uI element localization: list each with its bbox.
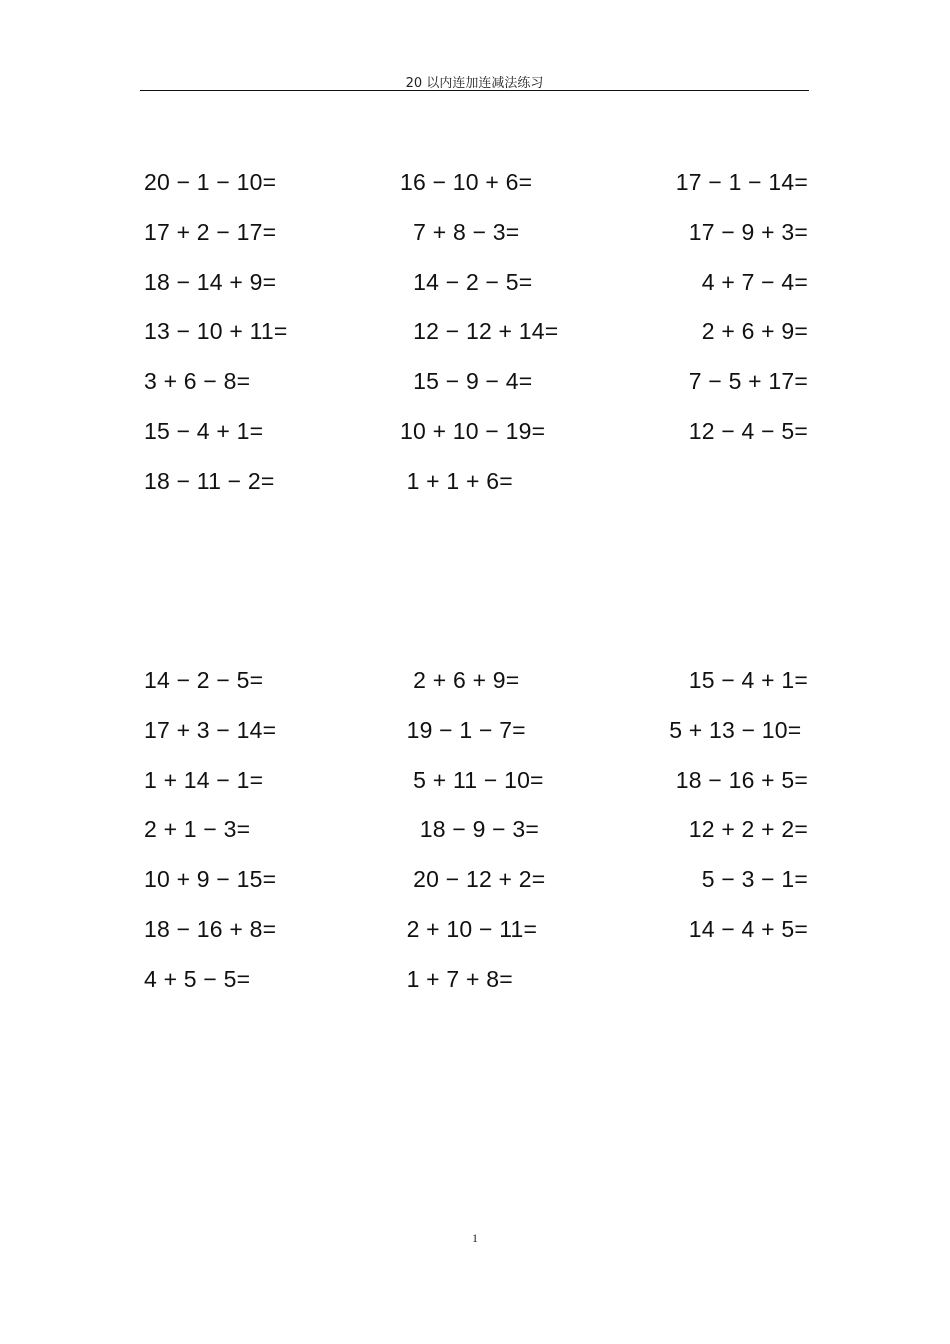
problem-row bbox=[144, 816, 808, 866]
math-problem: 18 − 14 + 9= bbox=[144, 268, 277, 295]
problem-row bbox=[144, 916, 808, 966]
header-rule bbox=[140, 90, 809, 91]
math-problem: 1 + 7 + 8= bbox=[400, 965, 513, 992]
problem-row bbox=[144, 468, 808, 518]
math-problem: 7 − 5 + 17= bbox=[688, 368, 808, 395]
math-problem: 3 + 6 − 8= bbox=[144, 368, 251, 395]
problem-row bbox=[144, 966, 808, 1016]
math-problem: 20 − 1 − 10= bbox=[144, 169, 277, 195]
math-problem: 15 − 4 + 1= bbox=[144, 417, 264, 444]
page-header-title: 20 以内连加连减法练习 bbox=[405, 76, 544, 91]
math-problem: 10 + 10 − 19= bbox=[400, 417, 546, 444]
math-problem: 18 − 9 − 3= bbox=[400, 816, 539, 843]
math-problem: 19 − 1 − 7= bbox=[400, 716, 526, 743]
problem-row bbox=[144, 269, 808, 319]
problem-row bbox=[144, 866, 808, 916]
problem-set-2 bbox=[144, 667, 808, 1016]
math-problem: 2 + 10 − 11= bbox=[400, 915, 538, 942]
math-problem: 15 − 9 − 4= bbox=[400, 368, 533, 395]
math-problem: 12 − 12 + 14= bbox=[400, 318, 559, 345]
math-problem: 17 − 9 + 3= bbox=[688, 218, 808, 245]
math-problem: 5 + 11 − 10= bbox=[400, 766, 544, 793]
math-problem: 2 + 6 + 9= bbox=[400, 667, 520, 693]
math-problem: 14 − 2 − 5= bbox=[400, 268, 533, 295]
problem-row bbox=[144, 717, 808, 767]
problem-row bbox=[144, 767, 808, 817]
math-problem: 13 − 10 + 11= bbox=[144, 318, 288, 345]
math-problem: 4 + 5 − 5= bbox=[144, 965, 251, 992]
math-problem: 17 + 2 − 17= bbox=[144, 218, 277, 245]
math-problem: 14 − 2 − 5= bbox=[144, 667, 264, 693]
math-problem: 15 − 4 + 1= bbox=[688, 667, 808, 693]
problem-row bbox=[144, 368, 808, 418]
math-problem: 12 + 2 + 2= bbox=[688, 816, 808, 843]
math-problem: 2 + 1 − 3= bbox=[144, 816, 251, 843]
math-problem: 4 + 7 − 4= bbox=[701, 268, 808, 295]
math-problem: 5 − 3 − 1= bbox=[701, 866, 808, 893]
problem-row bbox=[144, 219, 808, 269]
math-problem: 2 + 6 + 9= bbox=[701, 318, 808, 345]
problem-row bbox=[144, 418, 808, 468]
math-problem: 17 + 3 − 14= bbox=[144, 716, 277, 743]
page-number: 1 bbox=[472, 1231, 478, 1245]
math-problem: 17 − 1 − 14= bbox=[675, 169, 808, 195]
math-problem: 14 − 4 + 5= bbox=[688, 915, 808, 942]
math-problem: 18 − 16 + 8= bbox=[144, 915, 277, 942]
math-problem: 7 + 8 − 3= bbox=[400, 218, 520, 245]
problem-set-1 bbox=[144, 169, 808, 518]
math-problem: 18 − 11 − 2= bbox=[144, 467, 275, 494]
problem-row bbox=[144, 318, 808, 368]
math-problem: 20 − 12 + 2= bbox=[400, 866, 546, 893]
math-problem: 10 + 9 − 15= bbox=[144, 866, 277, 893]
math-problem: 5 + 13 − 10= bbox=[669, 716, 808, 743]
math-problem: 1 + 1 + 6= bbox=[400, 467, 513, 494]
problem-row bbox=[144, 169, 808, 219]
math-problem: 1 + 14 − 1= bbox=[144, 766, 264, 793]
math-problem: 16 − 10 + 6= bbox=[400, 169, 533, 195]
math-problem: 18 − 16 + 5= bbox=[675, 766, 808, 793]
math-problem: 12 − 4 − 5= bbox=[688, 417, 808, 444]
problem-row bbox=[144, 667, 808, 717]
